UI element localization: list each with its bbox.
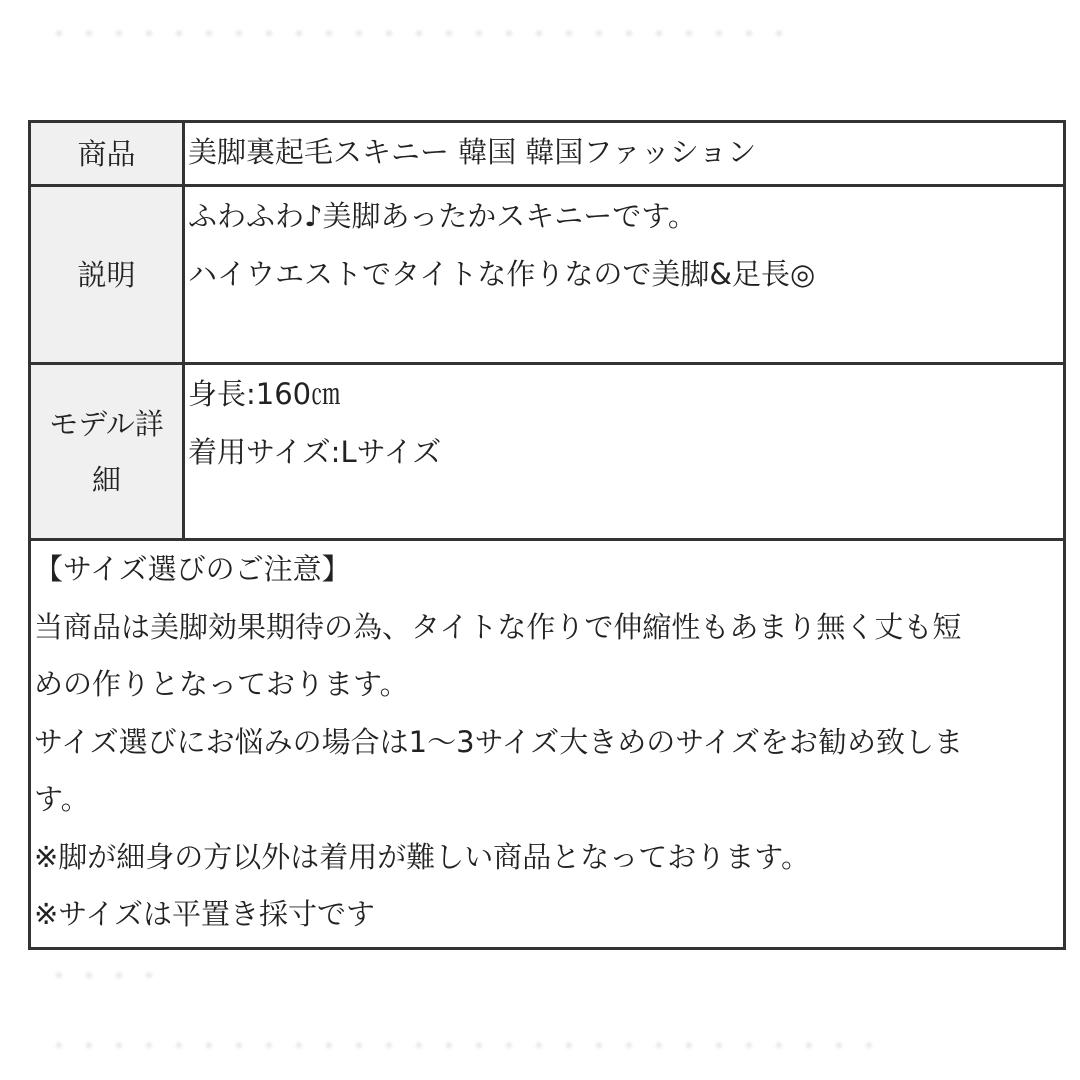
- size-notes: [31, 541, 1063, 947]
- model-height: 身長:160㎝: [188, 377, 341, 411]
- table-row-description: [31, 187, 1063, 365]
- model-label-line: モデル詳: [49, 406, 164, 441]
- model-details: [185, 365, 1063, 538]
- product-label: 商品: [31, 123, 185, 184]
- size-notes-line: ※脚が細身の方以外は着用が難しい商品となっております。: [34, 839, 810, 874]
- size-notes-heading: 【サイズ選びのご注意】: [34, 552, 351, 586]
- model-label: [31, 365, 185, 538]
- description-label: 説明: [31, 187, 185, 362]
- description-line: ふわふわ♪美脚あったかスキニーです。: [188, 199, 697, 233]
- table-row-product: [31, 123, 1063, 187]
- size-notes-line: めの作りとなっております。: [34, 667, 409, 701]
- description-text: [185, 187, 1063, 362]
- size-notes-line: ※サイズは平置き採寸です: [34, 897, 375, 931]
- blurred-background-text-bottom: ・・・・: [44, 960, 164, 995]
- blurred-background-text-top: ・・・・・・・・・・・・・・・・・・・・・・・・・: [44, 18, 794, 53]
- size-notes-line: す。: [34, 782, 90, 816]
- size-notes-line: 当商品は美脚効果期待の為、タイトな作りで伸縮性もあまり無く丈も短: [34, 609, 962, 644]
- product-info-table: [28, 120, 1066, 950]
- model-size: 着用サイズ:Lサイズ: [188, 435, 442, 469]
- table-row-model: [31, 365, 1063, 541]
- size-notes-line: サイズ選びにお悩みの場合は1〜3サイズ大きめのサイズをお勧め致しま: [34, 724, 963, 759]
- model-label-line: 細: [91, 462, 121, 497]
- description-line: ハイウエストでタイトな作りなので美脚&足長◎: [188, 257, 816, 291]
- product-name: [185, 123, 1063, 184]
- product-name-text: 美脚裏起毛スキニー 韓国 韓国ファッション: [188, 135, 757, 169]
- blurred-background-text-bottom-2: ・・・・・・・・・・・・・・・・・・・・・・・・・・・・: [44, 1030, 884, 1065]
